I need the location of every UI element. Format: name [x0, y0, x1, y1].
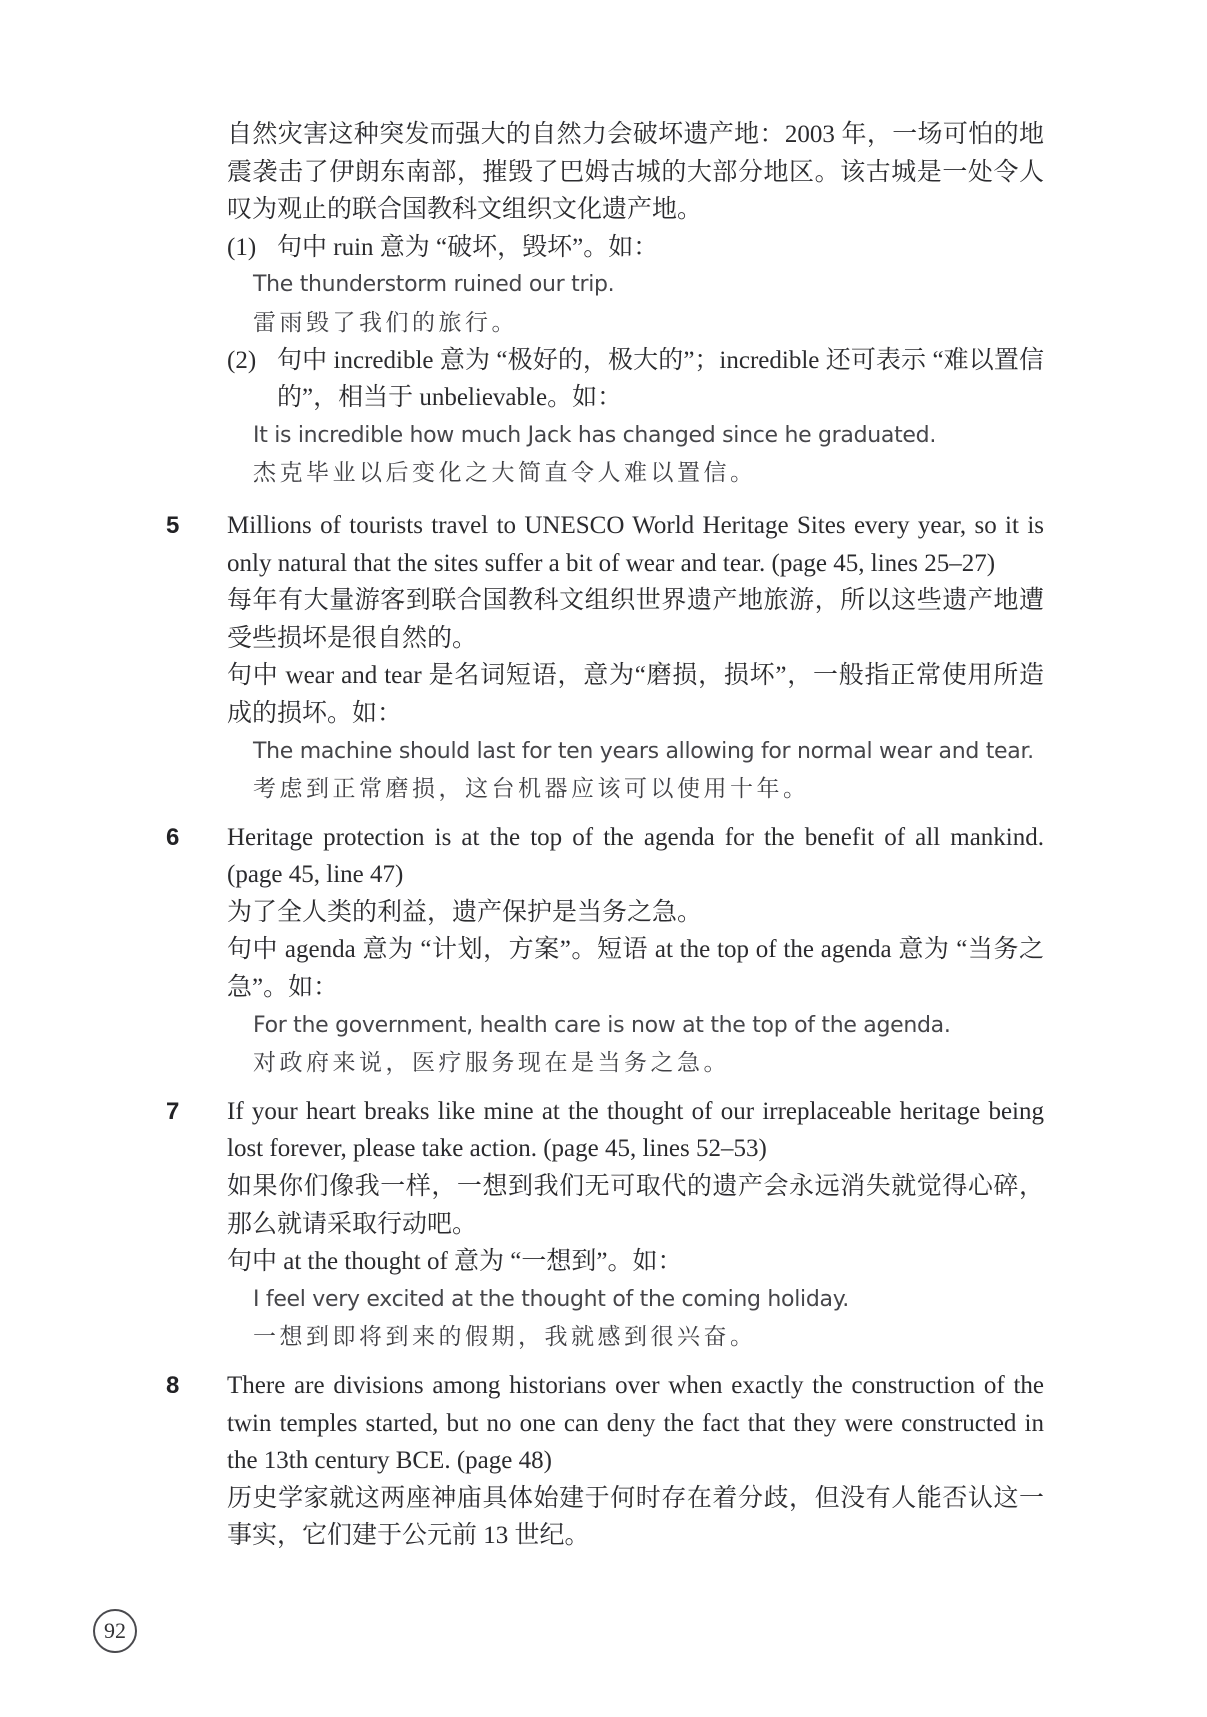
item-body	[227, 507, 1044, 808]
page-number-badge	[93, 1609, 137, 1653]
example-sentence-en: The thunderstorm ruined our trip.	[253, 272, 615, 298]
page-content	[166, 116, 1044, 1555]
exercise-item-7	[166, 1093, 1044, 1356]
exercise-item-5	[166, 507, 1044, 808]
example-sentence-en: The machine should last for ten years allowing for normal wear and tear.	[253, 738, 1034, 764]
exercise-item-8	[166, 1367, 1044, 1555]
usage-note: 句中 wear and tear 是名词短语，意为“磨损，损坏”，一般指正常使用所造成的损坏。如：	[227, 662, 1044, 727]
item-sentence-en: Heritage protection is at the top of the agenda for the benefit of all mankind. (page 45, line 47)	[227, 823, 1044, 889]
sub-item-body	[277, 342, 1044, 417]
item-translation-zh: 为了全人类的利益，遗产保护是当务之急。	[227, 898, 703, 926]
item-body	[227, 1367, 1044, 1555]
item-sentence-en: Millions of tourists travel to UNESCO World Heritage Sites every year, so it is only natural that the sites suffer a bit of wear and tear. (page 45, lines 25–27)	[227, 511, 1044, 577]
example-translation-zh: 雷雨毁了我们的旅行。	[253, 309, 518, 335]
example-translation-zh: 杰克毕业以后变化之大简直令人难以置信。	[253, 460, 757, 486]
page-number: 92	[104, 1618, 126, 1643]
item-translation-zh: 历史学家就这两座神庙具体始建于何时存在着分歧，但没有人能否认这一事实，它们建于公元前 13 世纪。	[227, 1484, 1044, 1550]
exercise-item-6	[166, 819, 1044, 1082]
sub-item-marker: (2)	[227, 346, 257, 374]
item-sentence-en: There are divisions among historians over when exactly the construction of the twin temples started, but no one can deny the fact that they were constructed in the 13th century BCE. (page 48)	[227, 1372, 1044, 1475]
sub-item-1	[227, 229, 1044, 267]
item-number: 5	[166, 511, 180, 539]
item-number: 7	[166, 1097, 180, 1125]
item-body	[227, 819, 1044, 1082]
example-translation-zh: 考虑到正常磨损，这台机器应该可以使用十年。	[253, 776, 810, 802]
usage-note: 句中 agenda 意为 “计划，方案”。短语 at the top of the agenda 意为 “当务之急”。如：	[227, 936, 1044, 1002]
item-translation-zh: 如果你们像我一样，一想到我们无可取代的遗产会永远消失就觉得心碎，那么就请采取行动吧。	[227, 1173, 1044, 1238]
usage-note: 句中 ruin 意为 “破坏，毁坏”。如：	[277, 233, 659, 261]
item-number: 6	[166, 823, 180, 851]
example-translation-zh: 对政府来说，医疗服务现在是当务之急。	[253, 1050, 730, 1076]
usage-note: 句中 at the thought of 意为 “一想到”。如：	[227, 1248, 683, 1276]
item-number: 8	[166, 1372, 180, 1399]
example-sentence-en: For the government, health care is now at the top of the agenda.	[253, 1012, 951, 1038]
example-sentence-en: I feel very excited at the thought of the coming holiday.	[253, 1286, 849, 1312]
sub-item-body	[277, 229, 1044, 267]
example-translation-zh: 一想到即将到来的假期，我就感到很兴奋。	[253, 1324, 757, 1350]
item-body	[227, 1093, 1044, 1356]
usage-note: 句中 incredible 意为 “极好的，极大的”；incredible 还可表示 “难以置信的”，相当于 unbelievable。如：	[277, 346, 1044, 412]
example-sentence-en: It is incredible how much Jack has changed since he graduated.	[253, 422, 937, 448]
continuation-paragraph-zh: 自然灾害这种突发而强大的自然力会破坏遗产地：2003 年，一场可怕的地震袭击了伊朗东南部，摧毁了巴姆古城的大部分地区。该古城是一处令人叹为观止的联合国教科文组织文化遗产地。	[227, 121, 1044, 224]
sub-item-marker: (1)	[227, 233, 257, 261]
item-translation-zh: 每年有大量游客到联合国教科文组织世界遗产地旅游，所以这些遗产地遭受些损坏是很自然的。	[227, 587, 1044, 652]
sub-item-2	[227, 342, 1044, 417]
item-sentence-en: If your heart breaks like mine at the thought of our irreplaceable heritage being lost forever, please take action. (page 45, lines 52–53)	[227, 1097, 1044, 1163]
item-4-continuation	[227, 116, 1044, 492]
